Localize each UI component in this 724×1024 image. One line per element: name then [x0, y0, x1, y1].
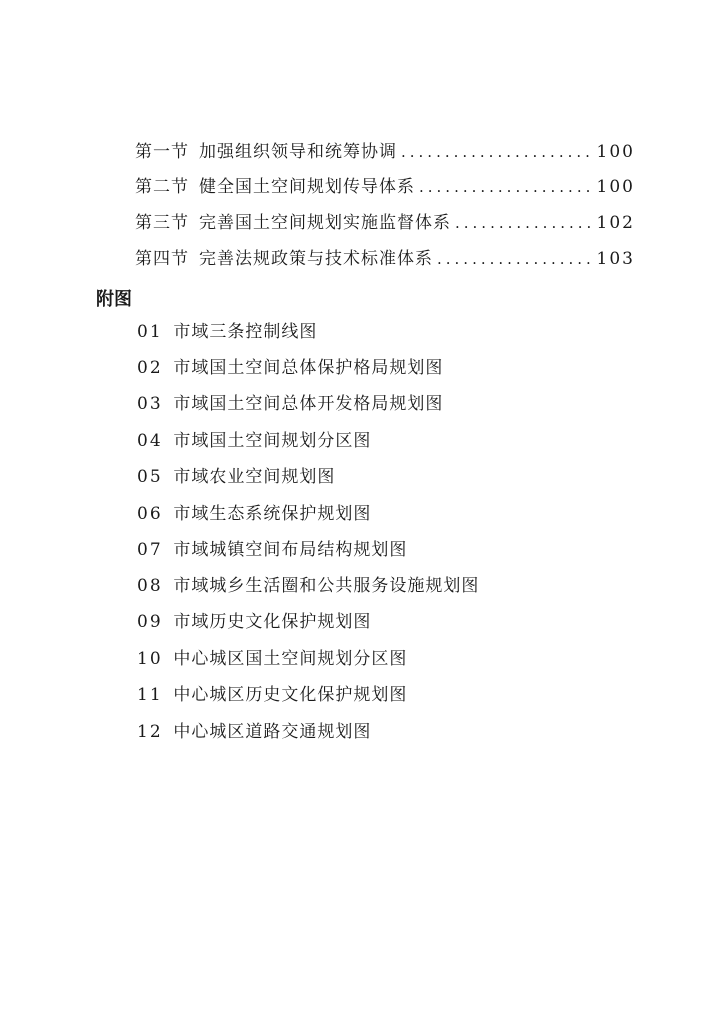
- appendix-item[interactable]: [137, 500, 371, 528]
- appendix-item-number: 10: [137, 649, 163, 669]
- appendix-item[interactable]: [137, 318, 317, 346]
- appendix-item[interactable]: [137, 718, 371, 746]
- appendix-item-title: 中心城区道路交通规划图: [173, 722, 372, 742]
- toc-page-number: 102: [596, 213, 635, 233]
- appendix-item-number: 12: [137, 722, 163, 742]
- appendix-item-title: 市域生态系统保护规划图: [173, 504, 372, 524]
- toc-section-number: 第四节: [135, 249, 189, 269]
- appendix-item-title: 中心城区历史文化保护规划图: [173, 685, 408, 705]
- appendix-item-title: 中心城区国土空间规划分区图: [173, 649, 408, 669]
- appendix-item-number: 02: [137, 358, 163, 378]
- appendix-item-title: 市域国土空间总体开发格局规划图: [173, 394, 444, 414]
- appendix-item-title: 市域城镇空间布局结构规划图: [173, 540, 408, 560]
- toc-page-number: 100: [596, 142, 635, 162]
- toc-section-title: 完善法规政策与技术标准体系: [199, 249, 433, 269]
- appendix-item-title: 市域农业空间规划图: [173, 467, 336, 487]
- appendix-heading: 附图: [96, 289, 132, 310]
- appendix-item-title: 市域历史文化保护规划图: [173, 612, 372, 632]
- appendix-item[interactable]: [137, 354, 443, 382]
- toc-section-title: 完善国土空间规划实施监督体系: [199, 213, 451, 233]
- appendix-item-number: 03: [137, 394, 163, 414]
- toc-page-number: 100: [596, 177, 635, 197]
- appendix-item-number: 07: [137, 540, 163, 560]
- appendix-item-number: 08: [137, 576, 163, 596]
- appendix-item[interactable]: [137, 572, 479, 600]
- appendix-item-title: 市域城乡生活圈和公共服务设施规划图: [173, 576, 480, 596]
- toc-section-number: 第一节: [135, 142, 189, 162]
- appendix-item-number: 01: [137, 322, 163, 342]
- toc-dot-leader: [437, 245, 591, 273]
- appendix-item[interactable]: [137, 427, 371, 455]
- appendix-item[interactable]: [137, 608, 371, 636]
- appendix-item-number: 06: [137, 504, 163, 524]
- appendix-item-title: 市域三条控制线图: [173, 322, 318, 342]
- toc-dot-leader: [419, 173, 591, 201]
- appendix-item-title: 市域国土空间总体保护格局规划图: [173, 358, 444, 378]
- appendix-item-number: 04: [137, 431, 163, 451]
- toc-section-number: 第二节: [135, 177, 189, 197]
- toc-dot-leader: [401, 138, 591, 166]
- appendix-item-title: 市域国土空间规划分区图: [173, 431, 372, 451]
- toc-section-title: 加强组织领导和统筹协调: [199, 142, 397, 162]
- toc-entry[interactable]: [135, 209, 635, 237]
- appendix-item[interactable]: [137, 463, 335, 491]
- toc-dot-leader: [455, 209, 591, 237]
- appendix-item[interactable]: [137, 390, 443, 418]
- appendix-item-number: 05: [137, 467, 163, 487]
- appendix-item-number: 09: [137, 612, 163, 632]
- toc-page-number: 103: [596, 249, 635, 269]
- toc-section-title: 健全国土空间规划传导体系: [199, 177, 415, 197]
- appendix-item[interactable]: [137, 681, 407, 709]
- appendix-item-number: 11: [137, 685, 163, 705]
- toc-entry[interactable]: [135, 138, 635, 166]
- toc-section-number: 第三节: [135, 213, 189, 233]
- appendix-item[interactable]: [137, 645, 407, 673]
- toc-entry[interactable]: [135, 173, 635, 201]
- appendix-item[interactable]: [137, 536, 407, 564]
- toc-entry[interactable]: [135, 245, 635, 273]
